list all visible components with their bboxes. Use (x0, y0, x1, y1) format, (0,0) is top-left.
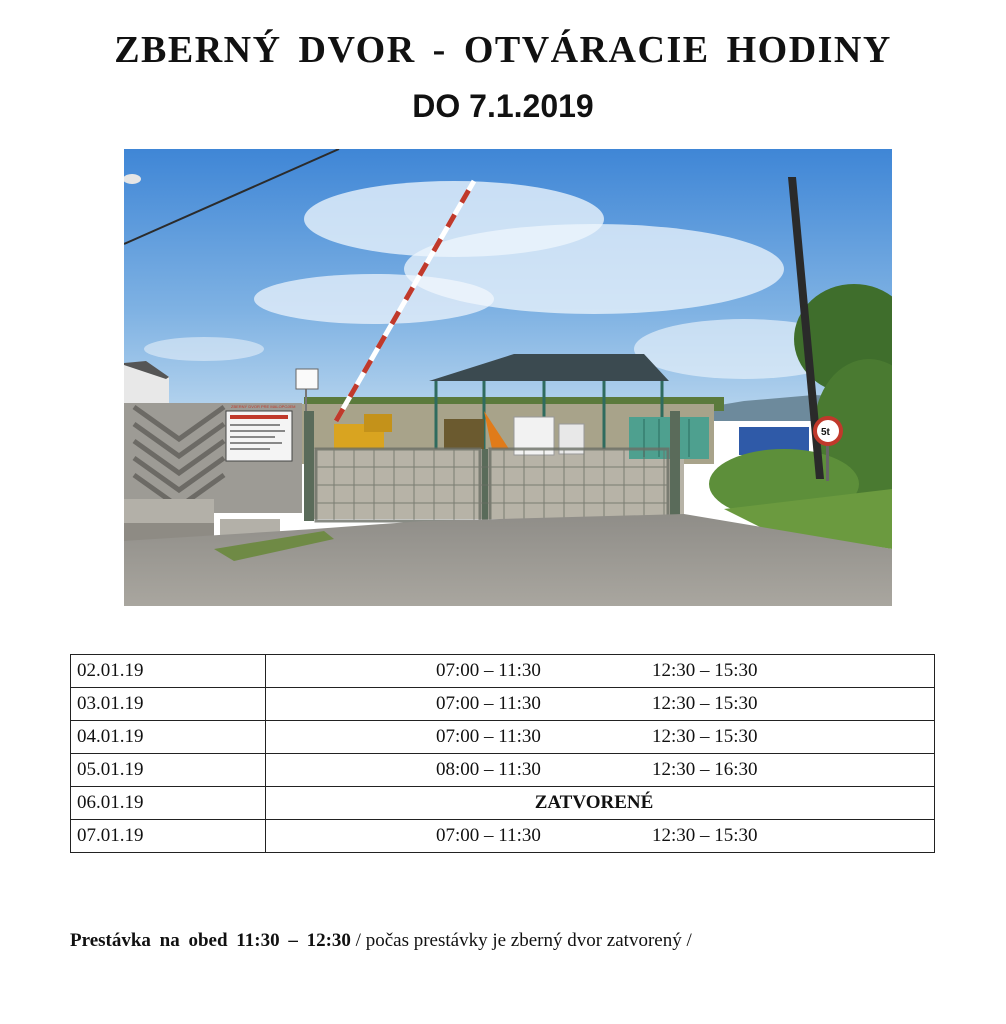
afternoon-hours: 12:30 – 15:30 (652, 660, 758, 681)
date-cell: 02.01.19 (71, 655, 266, 688)
hours-cell (266, 754, 935, 787)
lunch-break-note (70, 930, 692, 952)
collection-yard-photo (124, 149, 892, 606)
gate-sign-text: ZBERNÝ DVOR PRE MALOPOJEM (231, 404, 296, 409)
opening-hours-table (70, 654, 935, 853)
lunch-break-label: Prestávka na obed 11:30 – 12:30 (70, 930, 351, 951)
date-cell: 03.01.19 (71, 688, 266, 721)
page-title: ZBERNÝ DVOR - OTVÁRACIE HODINY (114, 29, 892, 71)
table-row (71, 820, 935, 853)
afternoon-hours: 12:30 – 16:30 (652, 759, 758, 780)
lunch-break-text: / počas prestávky je zberný dvor zatvorený / (350, 930, 692, 951)
table-row (71, 721, 935, 754)
date-cell: 07.01.19 (71, 820, 266, 853)
morning-hours: 07:00 – 11:30 (436, 660, 541, 681)
date-cell: 06.01.19 (71, 787, 266, 820)
morning-hours: 07:00 – 11:30 (436, 825, 541, 846)
afternoon-hours: 12:30 – 15:30 (652, 693, 758, 714)
table-row (71, 655, 935, 688)
closed-status: ZATVORENÉ (266, 787, 935, 820)
hours-cell (266, 820, 935, 853)
table-row (71, 787, 935, 820)
hours-cell (266, 655, 935, 688)
table-row (71, 688, 935, 721)
morning-hours: 08:00 – 11:30 (436, 759, 541, 780)
morning-hours: 07:00 – 11:30 (436, 726, 541, 747)
afternoon-hours: 12:30 – 15:30 (652, 726, 758, 747)
morning-hours: 07:00 – 11:30 (436, 693, 541, 714)
afternoon-hours: 12:30 – 15:30 (652, 825, 758, 846)
table-row (71, 754, 935, 787)
road-sign-text: 5t (821, 427, 830, 438)
date-cell: 05.01.19 (71, 754, 266, 787)
hours-cell (266, 721, 935, 754)
hours-cell (266, 688, 935, 721)
page-subtitle: DO 7.1.2019 (412, 88, 594, 124)
date-cell: 04.01.19 (71, 721, 266, 754)
